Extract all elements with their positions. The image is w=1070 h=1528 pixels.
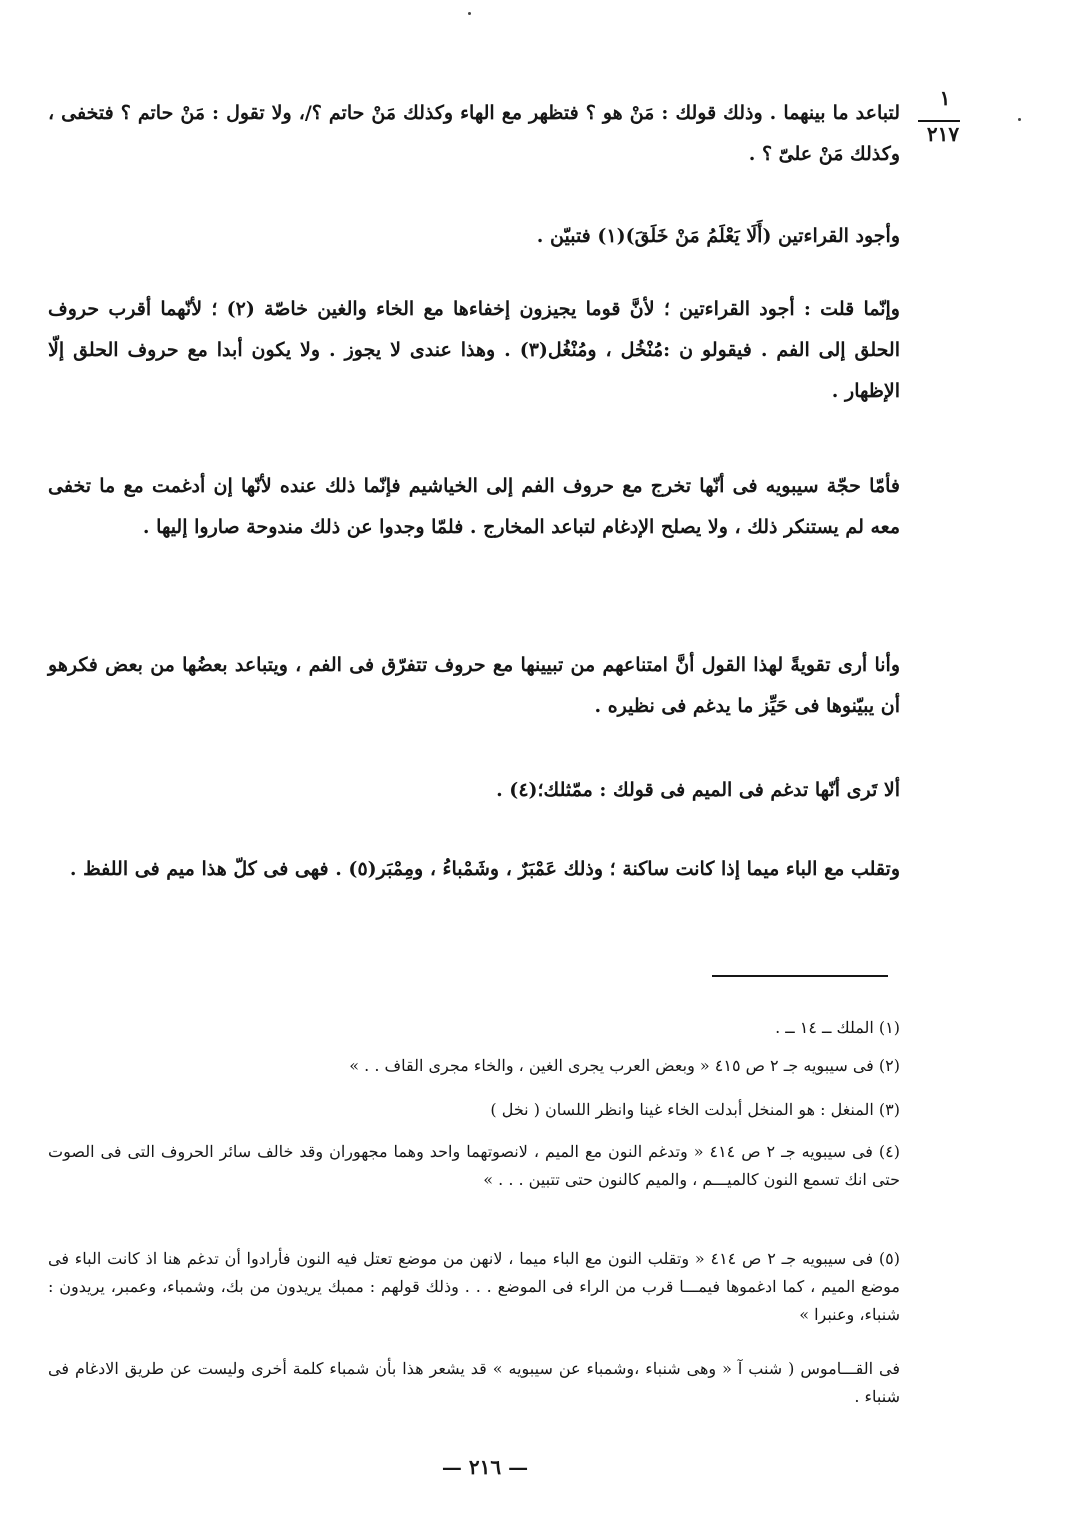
paragraph-2: وأجود القراءتين (أَلَا يَعْلَمُ مَنْ خَلَقَ)(١) فتبيّن .	[536, 225, 900, 247]
original-page-marker-top: ١	[939, 86, 951, 110]
footnote-separator	[712, 975, 888, 977]
footnote-5: (٥) فى سيبويه جـ ٢ ص ٤١٤ « وتقلب النون مع الباء ميما ، لانهن من موضع تعتل فيه النون فأرادوا أن تدغم هنا اذ كانت الباء فى موضع الميم ، كما ادغموها فيمـــا قرب من الراء فى الموضع . . . وذلك قولهم : ممبك يريدون من بك، وشمباء، وعمبر، يريدون : شنباء، وعنبرا »	[48, 1249, 901, 1324]
paragraph-3: وإنّما قلت : أجود القراءتين ؛ لأنَّ قوما يجيزون إخفاءها مع الخاء والغين خاصّة (٢) ؛ لأنّهما أقرب حروف الحلق إلى الفم . فيقولو ن :مُنْخُل ، ومُنْغُل(٣) . وهذا عندى لا يجوز . ولا يكون أبدا مع حروف الحلق إلّا الإظهار .	[48, 298, 900, 402]
page-number: — ٢١٦ —	[441, 1455, 529, 1479]
paragraph-4: فأمّا حجّة سيبويه فى أنّها تخرج مع حروف الفم إلى الخياشيم فإنّما ذلك عنده لأنّها إن أدغمت مع ما تخفى معه لم يستنكر ذلك ، ولا يصلح الإدغام لتباعد المخارج . فلمّا وجدوا عن ذلك مندوحة صاروا إليها .	[48, 475, 900, 538]
scan-speck	[1018, 118, 1021, 121]
footnote-6: فى القـــاموس ( شنب آ « وهى شنباء ،وشمباء عن سيبويه » قد يشعر هذا بأن شمباء كلمة أخرى وليست عن طريق الادغام فى شنباء .	[48, 1359, 900, 1406]
original-page-marker-bottom: ٢١٧	[926, 122, 960, 146]
paragraph-5: وأنا أرى تقويةً لهذا القول أنَّ امتناعهم من تبيينها مع حروف تتفرّق فى الفم ، ويتباعد بعضُها من بعض فكرهو أن يبيّنوها فى حَيِّز ما يدغم فى نظيره .	[48, 654, 900, 717]
footnote-3: (٣) المنغل : هو المنخل أبدلت الخاء غينا وانظر اللسان ( نخل )	[490, 1100, 900, 1119]
footnote-1: (١) الملك ــ ١٤ ــ .	[775, 1018, 900, 1037]
scan-speck	[468, 12, 471, 15]
paragraph-7: وتقلب مع الباء ميما إذا كانت ساكنة ؛ وذلك عَمْبَرٌ ، وشَمْباءُ ، ومِمْبَر(٥) . فهى فى كلّ هذا ميم فى اللفظ .	[69, 858, 900, 880]
paragraph-1: لتباعد ما بينهما . وذلك قولك : مَنْ هو ؟ فتظهر مع الهاء وكذلك مَنْ حاتم ؟/، ولا تقول : مَنْ حاتم ؟ فتخفى ، وكذلك مَنْ علىّ ؟ .	[48, 102, 900, 165]
footnote-4: (٤) فى سيبويه جـ ٢ ص ٤١٤ « وتدغم النون مع الميم ، لانصوتهما واحد وهما مجهوران وقد خالف سائر الحروف التى فى الصوت حتى انك تسمع النون كالميـــم ، والميم كالنون حتى تتبين . . . »	[48, 1142, 900, 1189]
footnote-2: (٢) فى سيبويه جـ ٢ ص ٤١٥ « وبعض العرب يجرى الغين ، والخاء مجرى القاف . . »	[349, 1056, 900, 1075]
paragraph-6: ألا تَرى أنّها تدغم فى الميم فى قولك : ممّثلك؛(٤) .	[496, 779, 900, 801]
